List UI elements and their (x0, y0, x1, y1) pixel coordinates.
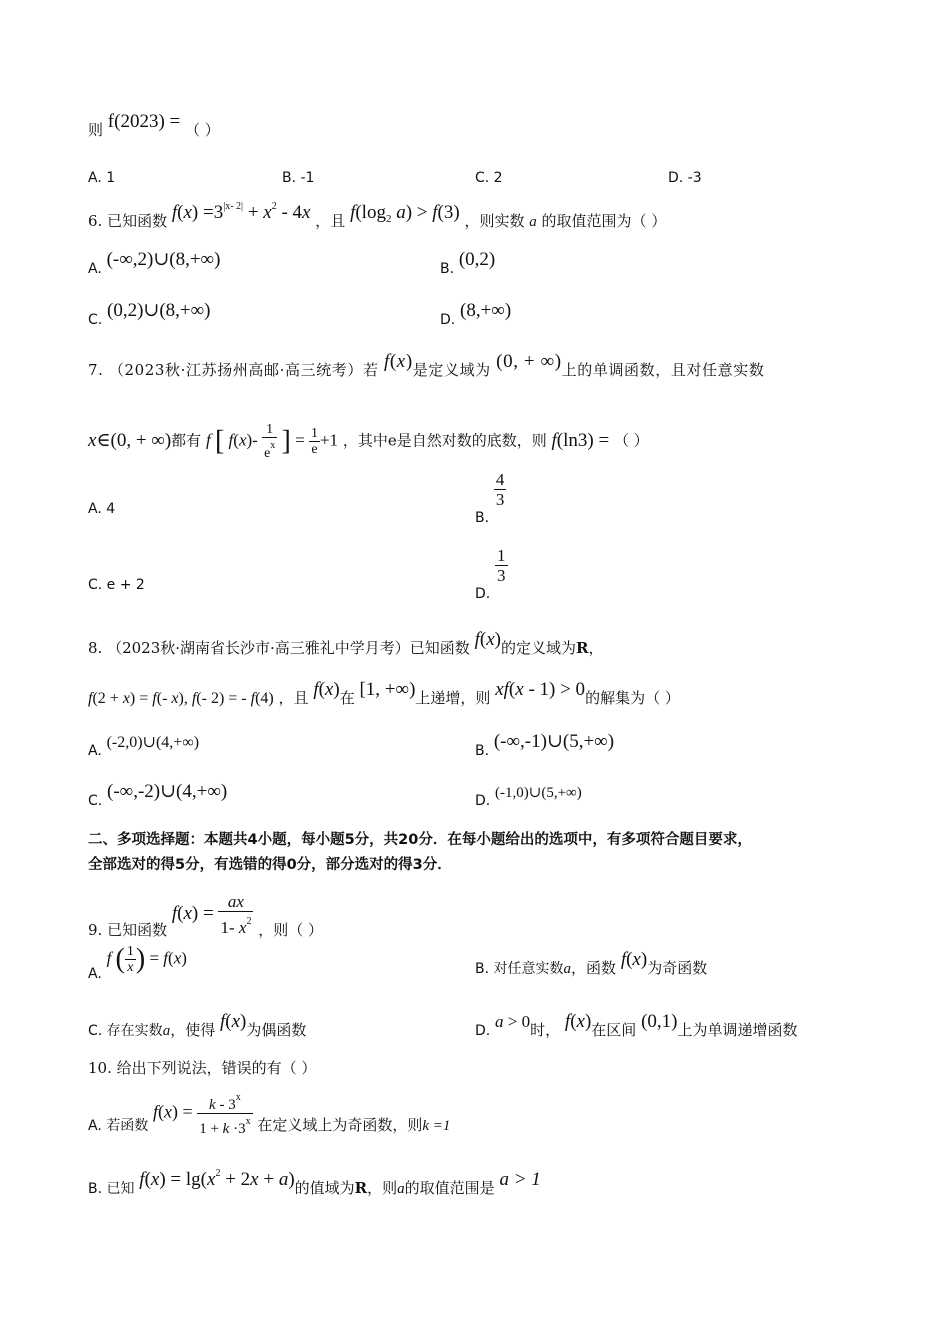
q5-option-a[interactable] (88, 168, 115, 188)
q9-option-b-fx: f(x) (620, 949, 648, 970)
q6-option-c[interactable] (88, 300, 211, 330)
q6-option-b-label: B. (440, 261, 455, 277)
q6-option-d-math: (8,+∞) (460, 300, 512, 321)
q7-equation: f [ f(x)- $\frac{1}{e^x}$ ] = $\frac{1}{e}$ +1 (205, 422, 339, 461)
q8-fx2: f(x) (313, 679, 340, 700)
q8-t4: 上递增，则 (415, 689, 491, 707)
q6-option-a[interactable] (88, 249, 221, 279)
q7-option-d[interactable] (475, 546, 508, 602)
q9-option-a-math: f ( $\frac{1}{x}$ ) = f(x) (106, 943, 187, 975)
q5-prefix: 则 (88, 121, 104, 139)
q9-option-b-a: a (563, 961, 572, 977)
q6-function-math: $f(x) =3^{|x- 2|} + x^2 - 4x$ (171, 201, 311, 223)
q9-option-c-a: a (162, 1023, 171, 1039)
q7-t4: ，其中e是自然对数的底数，则 (342, 431, 547, 450)
q9-option-d-t2: 在区间 (591, 1021, 637, 1039)
q7-target: f(ln3) = (551, 429, 610, 451)
q6-option-d-label: D. (440, 312, 456, 328)
q10-option-a-function: f(x) = $\frac{k - 3^x}{1 + k \cdot 3^x}$ (153, 1092, 251, 1137)
q8-option-c-label: C. (88, 793, 103, 809)
q8-t1: 的定义域为 (500, 639, 576, 657)
q10-option-b-t3: 的取值范围是 (404, 1179, 495, 1197)
q5-option-c-label: C. 2 (475, 170, 503, 186)
q8-option-c[interactable] (88, 781, 228, 811)
q10-option-b-R: R (354, 1179, 368, 1197)
q10-option-b[interactable] (88, 1168, 541, 1199)
q7-option-b-num: 4 (495, 470, 505, 489)
q7-t1: 是定义域为 (412, 361, 491, 379)
q6-option-b[interactable] (440, 249, 496, 279)
q8-number: 8. （2023秋·湖南省长沙市·高三雅礼中学月考）已知函数 (88, 639, 470, 657)
q9-option-c-fx: f(x) (219, 1011, 247, 1032)
q8-stem-line2 (88, 679, 680, 709)
q8-stem-line1: 8. （2023秋·湖南省长沙市·高三雅礼中学月考）已知函数 f(x)的定义域为R， (88, 629, 604, 657)
q9-option-d[interactable] (475, 1011, 798, 1041)
q7-option-a-label: A. 4 (88, 501, 116, 517)
q6-option-c-math: (0,2)∪(8,+∞) (107, 300, 211, 321)
q8-R: R (575, 639, 589, 657)
q10-option-b-label: B. 已知 (88, 1181, 135, 1197)
q6-option-a-label: A. (88, 261, 102, 277)
q10-stem: 10. 给出下列说法，错误的有（ ） (88, 1059, 317, 1077)
q7-number: 7. （2023秋·江苏扬州高邮·高三统考）若 (88, 361, 379, 379)
q8-condition: f(2 + x) = f(- x), f(- 2) = - f(4) (88, 690, 274, 707)
q9-option-c-t2: 为偶函数 (246, 1021, 307, 1039)
q7-t2: 上的单调函数，且对任意实数 (561, 361, 765, 379)
q7-option-d-den: 3 (497, 566, 506, 585)
q7-x-domain: x∈(0, + ∞) (88, 429, 172, 451)
q7-option-b-label: B. (475, 509, 490, 526)
q9-option-d-t: 时， (530, 1021, 561, 1039)
q8-option-d[interactable] (475, 785, 582, 811)
q5-option-a-label: A. 1 (88, 170, 116, 186)
q9-number: 9. 已知函数 (88, 920, 168, 939)
q9-stem (88, 892, 323, 937)
q6-tail: ，则实数 (464, 212, 525, 230)
q9-option-d-cond: a > 0 (495, 1012, 531, 1031)
q10-option-a[interactable] (88, 1090, 450, 1137)
q9-option-b-t2: 为奇函数 (647, 959, 708, 977)
q8-option-a[interactable] (88, 734, 200, 761)
q7-stem-line1 (88, 351, 765, 380)
q7-option-b-fraction (494, 470, 507, 509)
q7-stem-line2 (88, 422, 649, 461)
q6-cond-math: $f(\log_2$ a) > f(3) (350, 202, 460, 225)
q5-option-b[interactable] (282, 168, 314, 188)
section2-line1: 二、多项选择题：本题共4小题，每小题5分，共20分．在每小题给出的选项中，有多项符合题目要求， (88, 832, 752, 848)
q5-suffix: （ ） (185, 121, 220, 139)
q7-option-d-label: D. (475, 585, 491, 602)
q9-option-c-label: C. 存在实数 (88, 1023, 163, 1039)
q10-option-b-function: $f(x) = \lg(x^2 + 2x + a)$ (139, 1168, 295, 1190)
q5-option-c[interactable] (475, 168, 503, 188)
q9-function: f(x) = $\frac{ax}{1- x^2}$ (171, 892, 252, 937)
q8-option-d-math: (-1,0)∪(5,+∞) (495, 785, 582, 801)
q8-t2: ，且 (278, 689, 309, 707)
q9-option-d-t3: 上为单调递增函数 (677, 1021, 798, 1039)
q10-option-b-a: a (397, 1181, 405, 1197)
q8-fx: f(x) (474, 629, 501, 650)
q6-number: 6. 已知函数 (88, 212, 168, 230)
q7-t3: 都有 (171, 431, 202, 450)
q5-math: f(2023) = (107, 111, 181, 132)
q7-domain: (0, + ∞) (496, 351, 562, 372)
q8-option-b-label: B. (475, 743, 490, 759)
q5-option-d[interactable] (668, 168, 702, 188)
q10-option-b-cond: a > 1 (499, 1169, 541, 1190)
q9-option-b-label: B. 对任意实数 (475, 961, 564, 977)
q6-option-b-math: (0,2) (458, 249, 496, 270)
q7-option-b[interactable] (475, 470, 506, 526)
q9-option-a[interactable] (88, 943, 187, 982)
q7-t5: （ ） (613, 431, 649, 450)
q9-option-b-t: ，函数 (571, 959, 617, 977)
q7-option-d-num: 1 (497, 546, 506, 565)
q6-mid: ，且 (315, 212, 346, 230)
q8-ineq: xf(x - 1) > 0 (495, 679, 586, 700)
q9-option-d-fx: f(x) (564, 1011, 592, 1032)
q5-option-b-label: B. -1 (282, 170, 315, 186)
q9-option-d-interval: (0,1) (641, 1011, 678, 1032)
q10-option-b-t2: ，则 (367, 1179, 398, 1197)
q10-option-b-t: 的值域为 (294, 1179, 355, 1197)
q9-option-c[interactable] (88, 1011, 307, 1041)
q7-option-b-den: 3 (495, 490, 505, 509)
q9-option-b[interactable] (475, 949, 708, 979)
q8-interval: [1, +∞) (359, 679, 416, 700)
q7-option-c-label: C. e + 2 (88, 577, 145, 593)
q8-option-b-math: (-∞,-1)∪(5,+∞) (493, 731, 615, 752)
q8-option-d-label: D. (475, 793, 491, 809)
q10-option-a-t: 在定义域上为奇函数，则 (257, 1115, 423, 1134)
q8-t5: 的解集为（ ） (585, 689, 680, 707)
q9-option-c-t: ，使得 (170, 1021, 216, 1039)
q5-stem (88, 111, 220, 140)
q8-option-a-label: A. (88, 743, 102, 759)
q9-option-a-label: A. (88, 965, 102, 982)
q8-option-b[interactable] (475, 731, 615, 761)
q7-fx: f(x) (383, 351, 413, 372)
q8-option-c-math: (-∞,-2)∪(4,+∞) (107, 781, 228, 802)
q6-end: 的取值范围为（ ） (541, 212, 667, 230)
q7-option-c[interactable] (88, 574, 145, 595)
q6-stem (88, 201, 667, 237)
q5-option-d-label: D. -3 (668, 170, 702, 186)
q6-option-d[interactable] (440, 300, 512, 330)
q8-t3: 在 (339, 689, 355, 707)
q8-option-a-math: (-2,0)∪(4,+∞) (106, 734, 200, 751)
q10-option-a-label: A. 若函数 (88, 1117, 149, 1134)
q9-option-d-label: D. (475, 1023, 491, 1039)
q7-option-d-fraction (495, 546, 508, 585)
section2-line2: 全部选对的得5分，有选错的得0分，部分选对的得3分． (88, 857, 452, 873)
q7-option-a[interactable] (88, 498, 115, 519)
q10-option-a-k: k =1 (422, 1117, 451, 1134)
q6-option-a-math: (-∞,2)∪(8,+∞) (106, 249, 221, 270)
q9-tail: ，则（ ） (258, 920, 323, 939)
q6-var: a (529, 214, 537, 230)
q6-option-c-label: C. (88, 312, 103, 328)
